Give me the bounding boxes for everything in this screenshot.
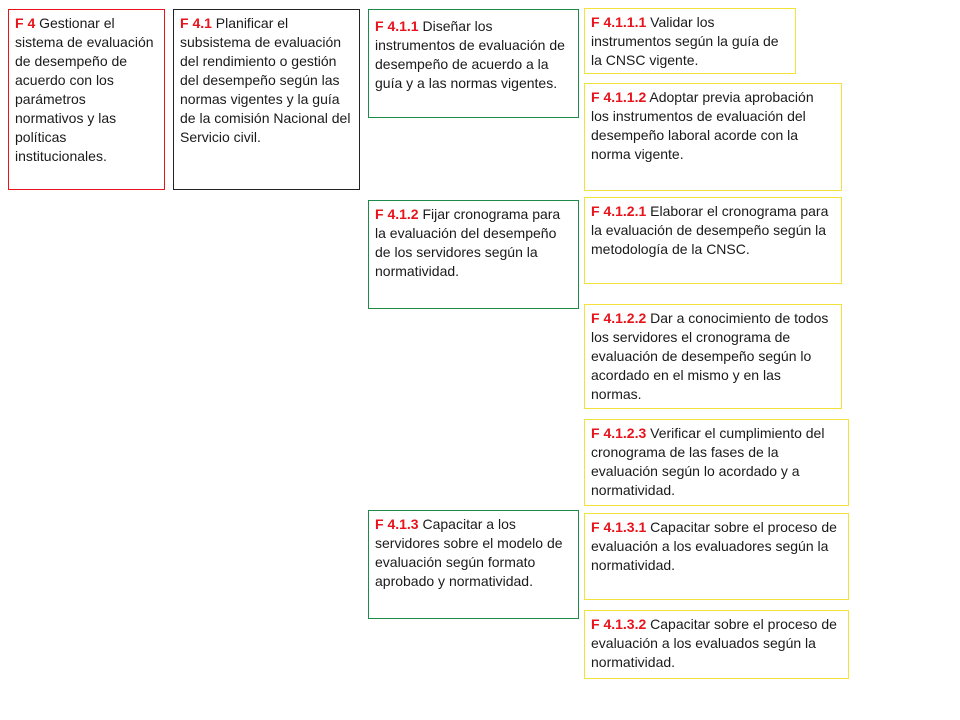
node-text: Capacitar sobre el proceso de evaluación a los evaluadores según la normatividad. <box>591 519 837 573</box>
node-text: Diseñar los instrumentos de evaluación de desempeño de acuerdo a la guía y a las normas vigentes. <box>375 18 565 91</box>
node-code: F 4.1.3.2 <box>591 616 647 632</box>
node-f4-1-1 <box>368 9 579 118</box>
node-text: Elaborar el cronograma para la evaluación de desempeño según la metodología de la CNSC. <box>591 203 829 257</box>
node-code: F 4.1.1 <box>375 18 419 34</box>
node-text: Fijar cronograma para la evaluación del desempeño de los servidores según la normatividad. <box>375 206 561 279</box>
node-code: F 4.1.2.3 <box>591 425 647 441</box>
node-code: F 4.1.3 <box>375 516 419 532</box>
node-f4-1-2-1 <box>584 197 842 284</box>
node-code: F 4.1.2 <box>375 206 419 222</box>
node-code: F 4.1.1.1 <box>591 14 647 30</box>
node-f4-1-1-1 <box>584 8 796 74</box>
node-text: Verificar el cumplimiento del cronograma de las fases de la evaluación según lo acordado y a normatividad. <box>591 425 825 498</box>
node-code: F 4.1.1.2 <box>591 89 647 105</box>
node-f4 <box>8 9 165 190</box>
node-text: Capacitar sobre el proceso de evaluación a los evaluados según la normatividad. <box>591 616 837 670</box>
node-code: F 4.1.3.1 <box>591 519 647 535</box>
node-f4-1-3 <box>368 510 579 619</box>
node-code: F 4.1 <box>180 15 212 31</box>
node-f4-1-2 <box>368 200 579 309</box>
node-code: F 4.1.2.1 <box>591 203 647 219</box>
node-code: F 4 <box>15 15 36 31</box>
node-f4-1-1-2 <box>584 83 842 191</box>
node-text: Adoptar previa aprobación los instrumentos de evaluación del desempeño laboral acorde con la norma vigente. <box>591 89 814 162</box>
node-text: Capacitar a los servidores sobre el modelo de evaluación según formato aprobado y normatividad. <box>375 516 563 589</box>
node-text: Validar los instrumentos según la guía de la CNSC vigente. <box>591 14 779 68</box>
node-f4-1-2-3 <box>584 419 849 506</box>
node-f4-1-2-2 <box>584 304 842 409</box>
node-text: Gestionar el sistema de evaluación de desempeño de acuerdo con los parámetros normativos y las políticas institucionales. <box>15 15 154 164</box>
node-text: Planificar el subsistema de evaluación del rendimiento o gestión del desempeño según las normas vigentes y la guía de la comisión Nacional del Servicio civil. <box>180 15 351 145</box>
node-code: F 4.1.2.2 <box>591 310 647 326</box>
node-f4-1-3-1 <box>584 513 849 600</box>
node-text: Dar a conocimiento de todos los servidores el cronograma de evaluación de desempeño según lo acordado en el mismo y en las normas. <box>591 310 829 402</box>
node-f4-1-3-2 <box>584 610 849 679</box>
node-f4-1 <box>173 9 360 190</box>
